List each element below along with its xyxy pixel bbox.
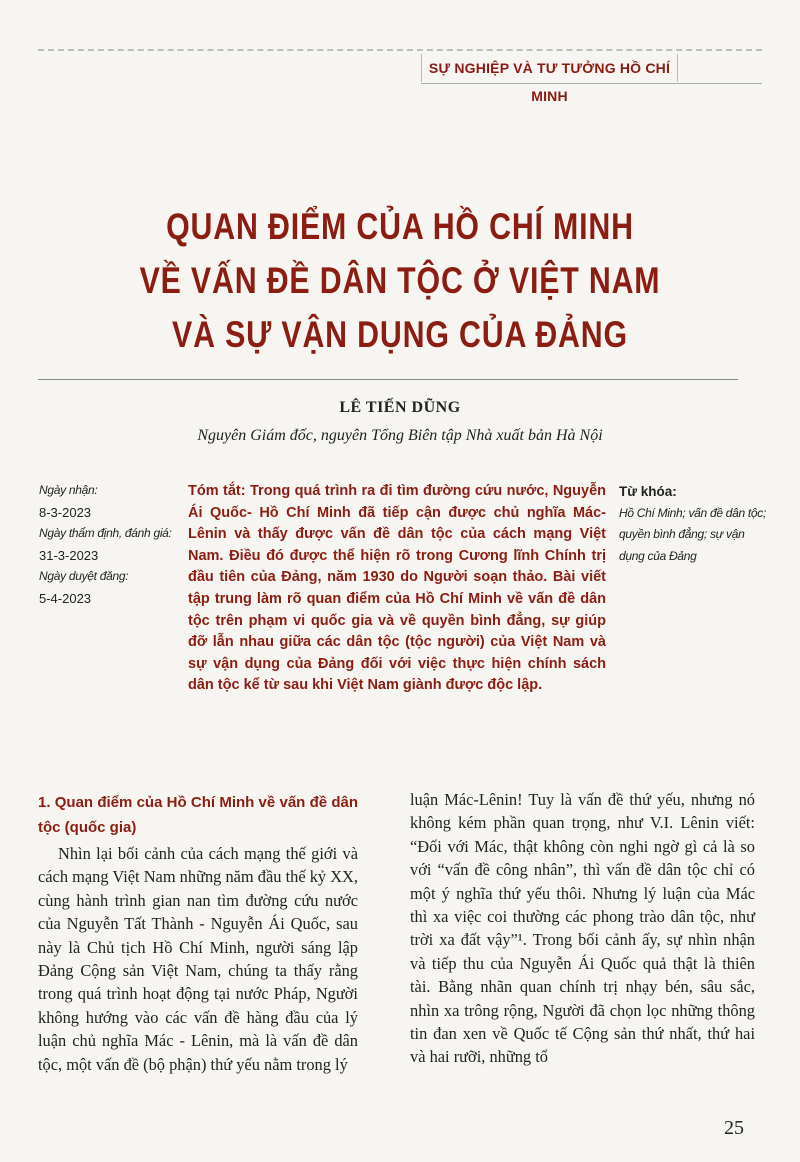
abstract — [188, 481, 606, 697]
abstract-text: Trong quá trình ra đi tìm đường cứu nước, Nguyễn Ái Quốc- Hồ Chí Minh đã tiếp cận được chủ nghĩa Mác-Lênin và thấy được vấn đề dân tộc của cách mạng Việt Nam. Điều đó được thể hiện rõ trong Cương lĩnh Chính trị đầu tiên của Đảng, năm 1930 do Người soạn thảo. Bài viết tập trung làm rõ quan điểm của Hồ Chí Minh về vấn đề dân tộc trên phạm vi quốc gia và về quyền bình đẳng, sự giúp đỡ lẫn nhau giữa các dân tộc (tộc người) của Việt Nam và sự vận dụng của Đảng đối với việc thực hiện chính sách dân tộc kể từ sau khi Việt Nam giành được độc lập. — [188, 483, 607, 694]
body-column-right — [410, 788, 755, 1069]
body-column-left — [38, 788, 358, 1076]
section-label: SỰ NGHIỆP VÀ TƯ TƯỞNG HỒ CHÍ MINH — [421, 54, 678, 82]
body-paragraph-left: Nhìn lại bối cảnh của cách mạng thế giới và cách mạng Việt Nam những năm đầu thế kỷ XX, cùng hành trình gian nan tìm đường cứu nước của Nguyễn Tất Thành - Nguyễn Ái Quốc, sau này là Chủ tịch Hồ Chí Minh, người sáng lập Đảng Cộng sản Việt Nam, chúng ta thấy rằng trong quá trình hoạt động tại nước Pháp, Người không hướng vào các vấn đề hàng đầu của lý luận chủ nghĩa Mác - Lênin, mà là vấn đề dân tộc, một vấn đề (bộ phận) thứ yếu nằm trong lý — [38, 844, 358, 1074]
title-line-3: VÀ SỰ VẬN DỤNG CỦA ĐẢNG — [172, 314, 628, 355]
title-line-1: QUAN ĐIỂM CỦA HỒ CHÍ MINH — [166, 206, 634, 247]
title-line-2: VỀ VẤN ĐỀ DÂN TỘC Ở VIỆT NAM — [139, 260, 661, 301]
title-rule — [38, 379, 738, 380]
keywords-text: Hồ Chí Minh; vấn đề dân tộc; quyền bình đẳng; sự vận dụng của Đảng — [619, 505, 767, 563]
page-number: 25 — [724, 1117, 744, 1139]
received-date: 8-3-2023 — [39, 504, 92, 520]
approved-label: Ngày duyệt đăng: — [39, 569, 129, 583]
approved-date: 5-4-2023 — [39, 590, 92, 606]
section-heading: 1. Quan điểm của Hồ Chí Minh về vấn đề dân tộc (quốc gia) — [38, 794, 358, 836]
header-rule — [38, 49, 762, 51]
article-title — [105, 200, 695, 362]
section-label-rule — [421, 83, 762, 84]
keywords-label: Từ khóa: — [619, 484, 677, 499]
abstract-label: Tóm tắt: — [188, 483, 246, 499]
reviewed-label: Ngày thẩm định, đánh giá: — [39, 526, 172, 540]
article-dates — [39, 480, 189, 609]
author-name: LÊ TIẾN DŨNG — [339, 399, 461, 416]
body-paragraph-right: luận Mác-Lênin! Tuy là vấn đề thứ yếu, nhưng nó không kém phần quan trọng, như V.I. Lênin viết: “Đối với Mác, thật không còn nghi ngờ gì cả là so với “vấn đề công nhân”, thì vấn đề dân tộc chỉ có một ý nghĩa thứ yếu thôi. Nhưng lý luận của Mác thì xa việc coi thường các phong trào dân tộc, như trời xa đất vậy”¹. Trong bối cảnh ấy, sự nhìn nhận và tiếp thu của Nguyễn Ái Quốc quả thật là thiên tài. Bằng nhãn quan chính trị nhạy bén, sâu sắc, nhìn xa trông rộng, Người đã chọn lọc những thông tin đan xen về Quốc tế Cộng sản thứ nhất, thứ hai và hai rưỡi, những tổ — [410, 790, 755, 1067]
keywords — [619, 481, 767, 567]
reviewed-date: 31-3-2023 — [39, 547, 99, 563]
received-label: Ngày nhận: — [39, 483, 98, 497]
author-affiliation: Nguyên Giám đốc, nguyên Tổng Biên tập Nhà xuất bản Hà Nội — [197, 427, 603, 444]
